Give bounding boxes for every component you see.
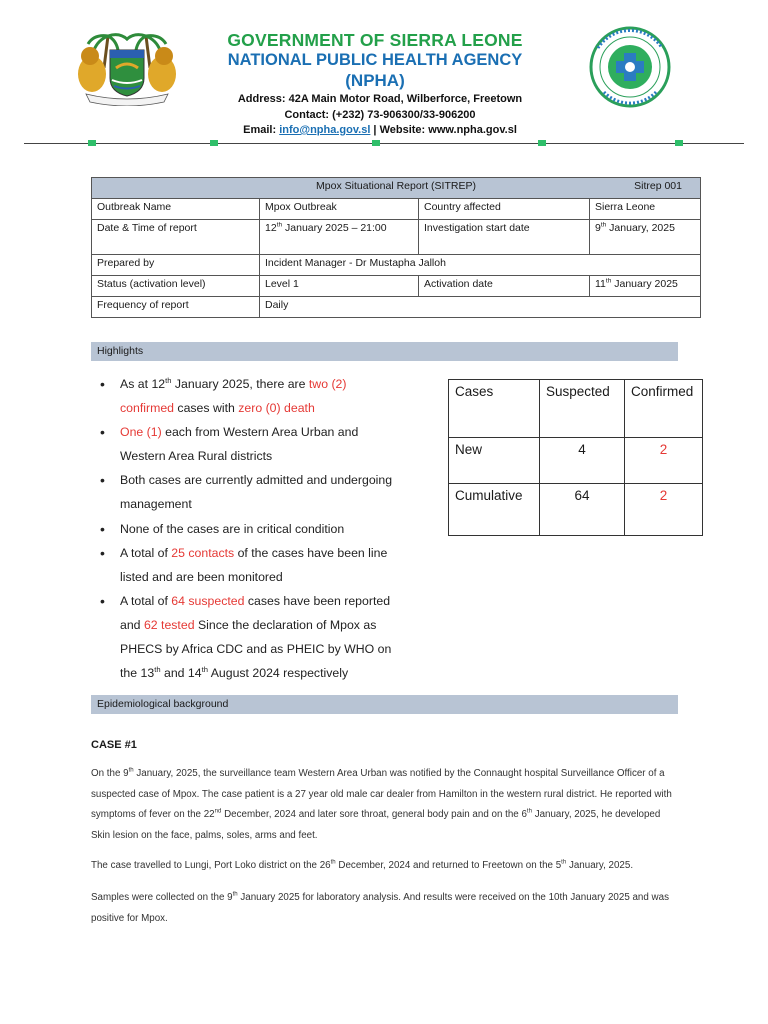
frequency-value: Daily [260, 297, 701, 318]
divider-marker [372, 140, 380, 146]
list-item: • As at 12th January 2025, there are two (2) confirmed cases with zero (0) death [100, 372, 400, 420]
list-item: • One (1) each from Western Area Urban and Western Area Rural districts [100, 420, 400, 468]
report-datetime-label: Date & Time of report [92, 220, 260, 255]
agency-email-line [170, 124, 590, 136]
case-paragraph-2: The case travelled to Lungi, Port Loko district on the 26th December, 2024 and returned to Freetown on the 5th January, 2025. [91, 859, 634, 871]
npha-seal-logo [584, 26, 676, 108]
epi-background-heading: Epidemiological background [91, 695, 678, 714]
new-confirmed: 2 [625, 438, 703, 484]
report-datetime-value: 12th January 2025 – 21:00 [260, 220, 419, 255]
sitrep-number: Sitrep 001 [634, 180, 682, 192]
agency-contact: Contact: (+232) 73-906300/33-906200 [284, 109, 476, 121]
coat-of-arms-logo [72, 28, 182, 106]
country-value: Sierra Leone [590, 199, 701, 220]
frequency-label: Frequency of report [92, 297, 260, 318]
suspected-header: Suspected [540, 380, 625, 438]
divider-marker [210, 140, 218, 146]
highlights-list [100, 372, 400, 685]
country-label: Country affected [419, 199, 590, 220]
activation-date-label: Activation date [419, 276, 590, 297]
divider-marker [675, 140, 683, 146]
list-item: • A total of 64 suspected cases have been reported and 62 tested Since the declaration of Mpox as PHECS by Africa CDC and as PHEIC by WHO on the 13th and 14th August 2024 respectively [100, 589, 400, 685]
government-title: GOVERNMENT OF SIERRA LEONE [227, 30, 523, 50]
cases-summary-table [448, 379, 703, 536]
sitrep-title-cell [92, 178, 701, 199]
prepared-by-label: Prepared by [92, 255, 260, 276]
new-suspected: 4 [540, 438, 625, 484]
case-title: CASE #1 [91, 739, 137, 751]
investigation-start-label: Investigation start date [419, 220, 590, 255]
website: Website: www.npha.gov.sl [379, 124, 517, 136]
cumulative-suspected: 64 [540, 484, 625, 536]
highlights-heading: Highlights [91, 342, 678, 361]
outbreak-name-value: Mpox Outbreak [260, 199, 419, 220]
header-divider [24, 143, 744, 144]
separator: | [370, 124, 380, 136]
new-label: New [449, 438, 540, 484]
list-item: • A total of 25 contacts of the cases have been line listed and are been monitored [100, 541, 400, 589]
cumulative-label: Cumulative [449, 484, 540, 536]
list-item: • None of the cases are in critical condition [100, 517, 400, 541]
cases-header: Cases [449, 380, 540, 438]
outbreak-name-label: Outbreak Name [92, 199, 260, 220]
status-value: Level 1 [260, 276, 419, 297]
case-paragraph-1: On the 9th January, 2025, the surveillance team Western Area Urban was notified by the Connaught hospital Surveillance Officer of a suspected case of Mpox. The case patient is a 27 year old male car dealer from Hamilton in the western rural district. He reported with symptoms of fever on the 22nd December, 2024 and later sore throat, general body pain and on the 6th January, 2025, he developed Skin lesion on the face, palms, soles, arms and feet. [91, 767, 672, 841]
agency-address: Address: 42A Main Motor Road, Wilberforce, Freetown [237, 93, 523, 105]
agency-abbreviation: (NPHA) [345, 71, 405, 90]
sitrep-title: Mpox Situational Report (SITREP) [316, 180, 476, 192]
prepared-by-value: Incident Manager - Dr Mustapha Jalloh [260, 255, 701, 276]
list-item: • Both cases are currently admitted and undergoing management [100, 468, 400, 516]
case-paragraph-3: Samples were collected on the 9th January 2025 for laboratory analysis. And results were received on the 10th January 2025 and was positive for Mpox. [91, 891, 669, 924]
sitrep-info-table [91, 177, 701, 318]
status-label: Status (activation level) [92, 276, 260, 297]
agency-title: NATIONAL PUBLIC HEALTH AGENCY [227, 51, 523, 69]
email-label: Email: [243, 124, 280, 136]
investigation-start-value: 9th January, 2025 [590, 220, 701, 255]
email-link[interactable]: info@npha.gov.sl [279, 124, 371, 136]
divider-marker [538, 140, 546, 146]
cumulative-confirmed: 2 [625, 484, 703, 536]
activation-date-value: 11th January 2025 [590, 276, 701, 297]
confirmed-header: Confirmed [625, 380, 703, 438]
divider-marker [88, 140, 96, 146]
